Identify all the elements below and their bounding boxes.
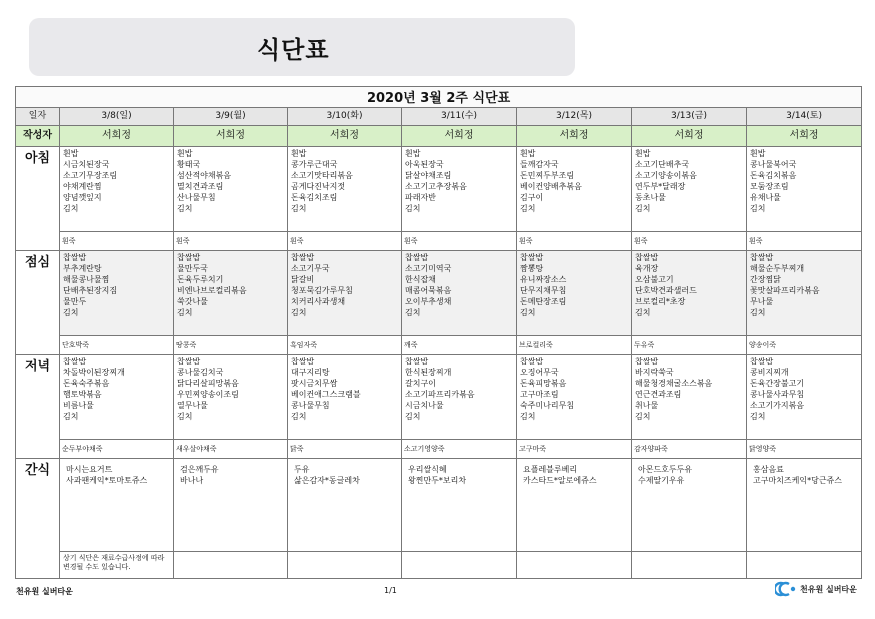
writer-label: 작성자 [16, 126, 60, 147]
menu-cell [288, 251, 402, 336]
menu-item: 바나나 [180, 476, 204, 485]
menu-item: 홍삼음료 [753, 465, 784, 474]
menu-item: 짬뽕탕 [520, 264, 544, 273]
menu-item: 유채나물 [750, 193, 781, 202]
porridge-cell: 흑임자죽 [288, 336, 402, 355]
menu-item: 소고기미역국 [405, 264, 452, 273]
porridge-cell: 깨죽 [402, 336, 517, 355]
menu-cell [517, 147, 632, 232]
empty-cell [402, 552, 517, 579]
menu-item: 김치 [63, 412, 79, 421]
porridge-cell: 단호박죽 [60, 336, 174, 355]
menu-item: 곰게다진낙지젓 [291, 182, 346, 191]
menu-item: 찹쌀밥 [405, 253, 429, 262]
menu-item: 돈육숙주볶음 [63, 379, 110, 388]
menu-item: 팟시금치무쌈 [291, 379, 338, 388]
menu-item: 김구이 [520, 193, 544, 202]
menu-cell [747, 355, 862, 440]
menu-cell [174, 147, 288, 232]
menu-item: 돈육김치볶음 [750, 171, 797, 180]
menu-item: 한식잡채 [405, 275, 436, 284]
menu-item: 소고기가지볶음 [750, 401, 805, 410]
porridge-cell: 브로컬리죽 [517, 336, 632, 355]
menu-item: 김치 [291, 204, 307, 213]
menu-item: 소고기단배추국 [635, 160, 690, 169]
empty-cell [174, 552, 288, 579]
menu-item: 돈민찌두부조림 [520, 171, 575, 180]
menu-item: 시금치된장국 [63, 160, 110, 169]
porridge-cell: 소고기영양죽 [402, 440, 517, 459]
menu-item: 취나물 [635, 401, 659, 410]
menu-item: 쑥갓나물 [177, 297, 208, 306]
menu-item: 찹쌀밥 [177, 357, 201, 366]
porridge-cell: 닭영양죽 [747, 440, 862, 459]
menu-item: 김치 [520, 204, 536, 213]
menu-item: 찹쌀밥 [291, 357, 315, 366]
menu-item: 콩비지찌개 [750, 368, 789, 377]
menu-item: 매콤어묵볶음 [405, 286, 452, 295]
day-header: 3/11(수) [402, 108, 517, 126]
table-heading: 2020년 3월 2주 식단표 [16, 87, 862, 108]
menu-item: 닭살야채조림 [405, 171, 452, 180]
footer-org-name: 천유원 실버타운 [16, 587, 73, 596]
menu-item: 돈육두루치기 [177, 275, 224, 284]
menu-item: 단배추된장지짐 [63, 286, 118, 295]
writer-cell: 서희정 [517, 126, 632, 147]
menu-item: 닭갈비 [291, 275, 315, 284]
menu-item: 치커리사과생채 [291, 297, 346, 306]
menu-item: 흰밥 [177, 149, 193, 158]
porridge-cell: 닭죽 [288, 440, 402, 459]
menu-cell [632, 459, 747, 552]
menu-item: 검은깨두유 [180, 465, 219, 474]
menu-cell [288, 355, 402, 440]
menu-item: 비엔나브로컬리볶음 [177, 286, 247, 295]
menu-item: 섬산적야채볶음 [177, 171, 232, 180]
menu-item: 동초나물 [635, 193, 666, 202]
menu-item: 무나물 [750, 297, 774, 306]
menu-item: 우리쌀식혜 [408, 465, 447, 474]
menu-cell [60, 355, 174, 440]
menu-cell [288, 459, 402, 552]
menu-cell [632, 147, 747, 232]
menu-item: 청포묵김가루무침 [291, 286, 353, 295]
menu-item: 김치 [750, 412, 766, 421]
menu-item: 황태국 [177, 160, 201, 169]
day-header: 3/12(목) [517, 108, 632, 126]
menu-item: 고구마치즈케익*당근쥬스 [753, 476, 843, 485]
day-header: 3/9(월) [174, 108, 288, 126]
menu-item: 김치 [635, 412, 651, 421]
empty-cell [747, 552, 862, 579]
menu-cell [288, 147, 402, 232]
menu-item: 꽃맛살파프리카볶음 [750, 286, 820, 295]
menu-item: 베이컨애그스크램블 [291, 390, 361, 399]
menu-item: 연두부*달래장 [635, 182, 686, 191]
menu-item: 단무지채무침 [520, 286, 567, 295]
menu-cell [174, 459, 288, 552]
menu-item: 해물청경채굴소스볶음 [635, 379, 713, 388]
menu-item: 모둠장조림 [750, 182, 789, 191]
menu-cell [747, 459, 862, 552]
menu-item: 산나물무침 [177, 193, 216, 202]
menu-item: 김치 [520, 412, 536, 421]
menu-item: 삶은감자*동글레차 [294, 476, 360, 485]
footer-page-number: 1/1 [384, 586, 397, 595]
menu-item: 김치 [291, 412, 307, 421]
menu-item: 카스타드*알로에쥬스 [523, 476, 597, 485]
menu-table [15, 86, 862, 579]
menu-item: 숙주미나리무침 [520, 401, 575, 410]
menu-item: 찹쌀밥 [635, 253, 659, 262]
menu-item: 찹쌀밥 [750, 253, 774, 262]
menu-cell [632, 355, 747, 440]
menu-item: 김치 [177, 308, 193, 317]
menu-item: 들깨감자국 [520, 160, 559, 169]
menu-item: 소고기무국 [291, 264, 330, 273]
menu-item: 연근견과조림 [635, 390, 682, 399]
menu-item: 사과팬케익*토마토쥬스 [66, 476, 148, 485]
title-banner [29, 18, 575, 76]
menu-item: 대구지리탕 [291, 368, 330, 377]
day-header: 3/14(토) [747, 108, 862, 126]
menu-item: 콩가루근대국 [291, 160, 338, 169]
menu-item: 소고기무장조림 [63, 171, 118, 180]
writer-cell: 서희정 [632, 126, 747, 147]
porridge-cell: 흰죽 [747, 232, 862, 251]
menu-item: 김치 [750, 308, 766, 317]
menu-item: 우민찌양송이조림 [177, 390, 239, 399]
menu-item: 돈육김치조림 [291, 193, 338, 202]
menu-item: 단호박견과샐러드 [635, 286, 697, 295]
menu-item: 바지락쑥국 [635, 368, 674, 377]
menu-item: 김치 [63, 308, 79, 317]
menu-item: 육개장 [635, 264, 659, 273]
menu-item: 유니짜장소스 [520, 275, 567, 284]
writer-cell: 서희정 [288, 126, 402, 147]
date-label: 일자 [16, 108, 60, 126]
menu-item: 해물순두부찌개 [750, 264, 805, 273]
menu-item: 해물콩나물찜 [63, 275, 110, 284]
menu-item: 한식된장찌개 [405, 368, 452, 377]
menu-cell [60, 251, 174, 336]
day-header: 3/13(금) [632, 108, 747, 126]
porridge-cell: 흰죽 [402, 232, 517, 251]
menu-item: 브로컬리*초장 [635, 297, 686, 306]
writer-cell: 서희정 [402, 126, 517, 147]
porridge-cell: 감자양파죽 [632, 440, 747, 459]
meal-label: 아침 [16, 147, 60, 251]
menu-item: 김치 [177, 412, 193, 421]
empty-cell [288, 552, 402, 579]
writer-cell: 서희정 [60, 126, 174, 147]
menu-item: 오삼불고기 [635, 275, 674, 284]
menu-item: 수제딸기우유 [638, 476, 685, 485]
meal-label: 점심 [16, 251, 60, 355]
menu-item: 파래자반 [405, 193, 436, 202]
menu-item: 김치 [635, 308, 651, 317]
footer-logo [775, 581, 857, 597]
menu-item: 찹쌀밥 [177, 253, 201, 262]
porridge-cell: 흰죽 [60, 232, 174, 251]
menu-item: 콩나물북어국 [750, 160, 797, 169]
porridge-cell: 순두부야채죽 [60, 440, 174, 459]
menu-cell [632, 251, 747, 336]
menu-item: 열무나물 [177, 401, 208, 410]
menu-item: 김치 [63, 204, 79, 213]
menu-cell [402, 459, 517, 552]
menu-item: 부추계란탕 [63, 264, 102, 273]
menu-item: 찹쌀밥 [520, 253, 544, 262]
menu-item: 돈육피망볶음 [520, 379, 567, 388]
menu-item: 콩나물사과무침 [750, 390, 805, 399]
menu-item: 찹쌀밥 [63, 357, 87, 366]
menu-item: 오이부추생채 [405, 297, 452, 306]
empty-cell [517, 552, 632, 579]
menu-item: 소고기맛타리볶음 [291, 171, 353, 180]
meal-label: 저녁 [16, 355, 60, 459]
porridge-cell: 두유죽 [632, 336, 747, 355]
empty-cell [632, 552, 747, 579]
menu-item: 찹쌀밥 [635, 357, 659, 366]
menu-item: 찹쌀밥 [405, 357, 429, 366]
menu-cell [174, 251, 288, 336]
menu-item: 흰밥 [291, 149, 307, 158]
menu-item: 오징어무국 [520, 368, 559, 377]
menu-item: 소고기양송이볶음 [635, 171, 697, 180]
menu-cell [747, 251, 862, 336]
menu-item: 돈육간장불고기 [750, 379, 805, 388]
menu-cell [402, 147, 517, 232]
menu-item: 흰밥 [635, 149, 651, 158]
writer-cell: 서희정 [747, 126, 862, 147]
menu-item: 양념깻잎지 [63, 193, 102, 202]
menu-item: 닭다리살피망볶음 [177, 379, 239, 388]
menu-item: 아욱된장국 [405, 160, 444, 169]
porridge-cell: 흰죽 [288, 232, 402, 251]
menu-item: 고구마조림 [520, 390, 559, 399]
meal-label: 간식 [16, 459, 60, 579]
porridge-cell: 흰죽 [174, 232, 288, 251]
menu-item: 물만두 [63, 297, 87, 306]
menu-item: 흰밥 [520, 149, 536, 158]
menu-item: 김치 [291, 308, 307, 317]
menu-item: 물만두국 [177, 264, 208, 273]
menu-item: 비름나물 [63, 401, 94, 410]
menu-item: 김치 [177, 204, 193, 213]
menu-cell [747, 147, 862, 232]
menu-item: 간장찜닭 [750, 275, 781, 284]
logo-icon [775, 581, 797, 597]
menu-cell [60, 459, 174, 552]
menu-item: 김치 [750, 204, 766, 213]
logo-text: 천유원 실버타운 [800, 584, 857, 594]
porridge-cell: 양송이죽 [747, 336, 862, 355]
menu-item: 소고기파프리카볶음 [405, 390, 475, 399]
menu-item: 김치 [520, 308, 536, 317]
menu-item: 찹쌀밥 [520, 357, 544, 366]
menu-item: 콩나물무침 [291, 401, 330, 410]
menu-note: 상기 식단은 재료수급사정에 따라 변경될 수도 있습니다. [60, 552, 174, 579]
menu-item: 찹쌀밥 [63, 253, 87, 262]
menu-item: 콩나물김치국 [177, 368, 224, 377]
menu-cell [402, 355, 517, 440]
menu-cell [517, 355, 632, 440]
menu-item: 왕찐만두*보리차 [408, 476, 467, 485]
porridge-cell: 흰죽 [632, 232, 747, 251]
day-header: 3/8(일) [60, 108, 174, 126]
menu-cell [517, 251, 632, 336]
menu-item: 두유 [294, 465, 310, 474]
page-title: 식단표 [257, 36, 330, 64]
writer-cell: 서희정 [174, 126, 288, 147]
menu-item: 햄토박볶음 [63, 390, 102, 399]
menu-item: 요플레블루베리 [523, 465, 578, 474]
menu-item: 찹쌀밥 [291, 253, 315, 262]
porridge-cell: 고구마죽 [517, 440, 632, 459]
menu-item: 마시는요거트 [66, 465, 113, 474]
menu-item: 김치 [635, 204, 651, 213]
menu-item: 갈치구이 [405, 379, 436, 388]
menu-item: 김치 [405, 308, 421, 317]
menu-item: 흰밥 [63, 149, 79, 158]
porridge-cell: 땅콩죽 [174, 336, 288, 355]
menu-item: 멸치견과조림 [177, 182, 224, 191]
menu-cell [60, 147, 174, 232]
menu-item: 베이컨양배추볶음 [520, 182, 582, 191]
porridge-cell: 새우살야채죽 [174, 440, 288, 459]
porridge-cell: 흰죽 [517, 232, 632, 251]
menu-item: 김치 [405, 412, 421, 421]
menu-item: 야채계란찜 [63, 182, 102, 191]
day-header: 3/10(화) [288, 108, 402, 126]
menu-item: 차돌박이된장찌개 [63, 368, 125, 377]
menu-item: 소고기고추장볶음 [405, 182, 467, 191]
menu-cell [517, 459, 632, 552]
menu-item: 흰밥 [750, 149, 766, 158]
menu-item: 찹쌀밥 [750, 357, 774, 366]
menu-item: 시금치나물 [405, 401, 444, 410]
menu-cell [174, 355, 288, 440]
menu-item: 김치 [405, 204, 421, 213]
menu-item: 돈메탄장조림 [520, 297, 567, 306]
menu-item: 흰밥 [405, 149, 421, 158]
menu-item: 아몬드호두두유 [638, 465, 693, 474]
menu-cell [402, 251, 517, 336]
